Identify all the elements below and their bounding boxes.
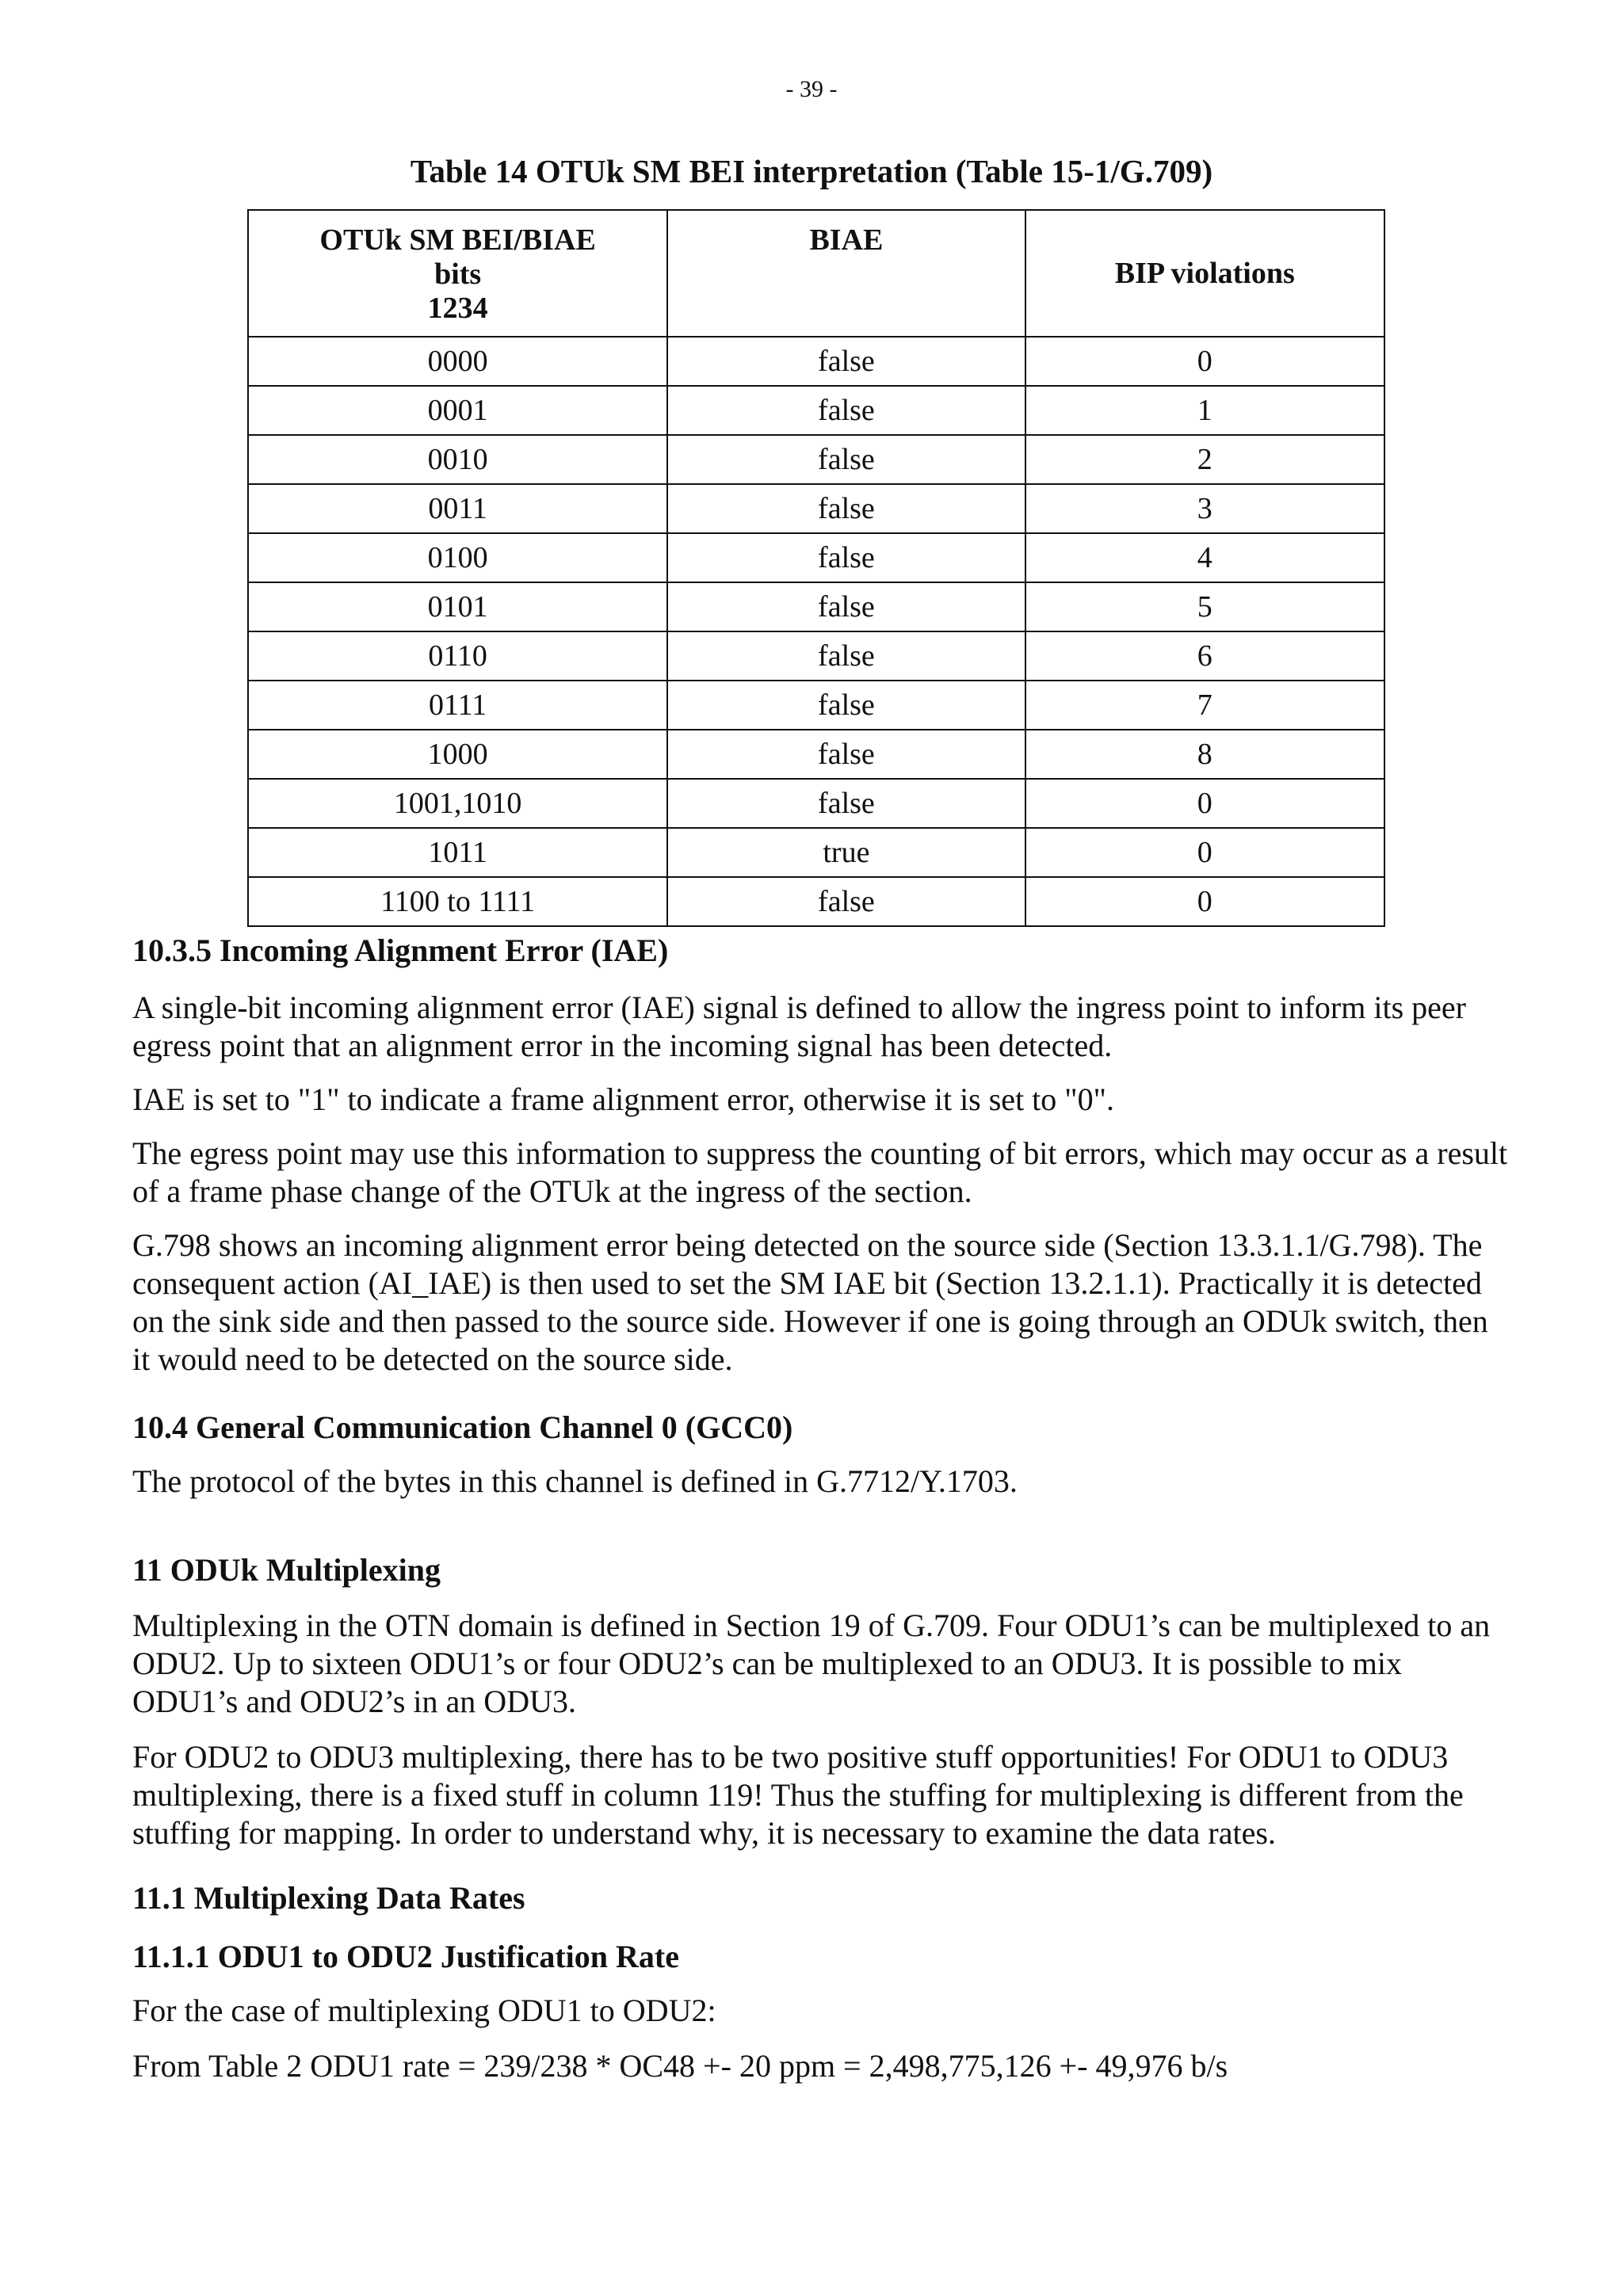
cell-bits: 0101 (248, 582, 667, 631)
paragraph: For ODU2 to ODU3 multiplexing, there has to be two positive stuff opportunities! For ODU1 to ODU3 multiplexing, there is a fixed stuff in column 119! Thus the stuffing for multiplexing is different from the stuffing for mapping. In order to understand why, it is necessary to examine the data rates. (132, 1739, 1464, 1851)
cell-bip: 8 (1025, 730, 1384, 779)
page-number: - 39 - (785, 76, 838, 102)
cell-bip: 0 (1025, 828, 1384, 877)
header-biae: BIAE (667, 210, 1025, 337)
table-row (248, 681, 1384, 730)
paragraph: The egress point may use this information to suppress the counting of bit errors, which may occur as a result of a frame phase change of the OTUk at the ingress of the section. (132, 1135, 1508, 1209)
cell-bip: 4 (1025, 533, 1384, 582)
cell-biae: false (667, 877, 1025, 926)
cell-bip: 3 (1025, 484, 1384, 533)
bei-interpretation-table (247, 209, 1385, 927)
cell-bip: 5 (1025, 582, 1384, 631)
table-row (248, 631, 1384, 681)
paragraph: The protocol of the bytes in this channel is defined in G.7712/Y.1703. (132, 1463, 1018, 1499)
header-bip-violations: BIP violations (1025, 210, 1384, 337)
table-caption: Table 14 OTUk SM BEI interpretation (Table 15-1/G.709) (410, 153, 1213, 189)
cell-bits: 1000 (248, 730, 667, 779)
cell-bits: 0110 (248, 631, 667, 681)
cell-biae: false (667, 681, 1025, 730)
heading-11-1-1: 11.1.1 ODU1 to ODU2 Justification Rate (132, 1939, 679, 1974)
cell-biae: false (667, 779, 1025, 828)
cell-bits: 0111 (248, 681, 667, 730)
table-row (248, 877, 1384, 926)
cell-biae: false (667, 484, 1025, 533)
cell-bip: 0 (1025, 877, 1384, 926)
cell-biae: false (667, 631, 1025, 681)
heading-11-1: 11.1 Multiplexing Data Rates (132, 1880, 525, 1916)
cell-bits: 0010 (248, 435, 667, 484)
table-row (248, 435, 1384, 484)
cell-biae: true (667, 828, 1025, 877)
document-body (132, 932, 1511, 2085)
paragraph: From Table 2 ODU1 rate = 239/238 * OC48 +- 20 ppm = 2,498,775,126 +- 49,976 b/s (132, 2048, 1228, 2084)
cell-bits: 0100 (248, 533, 667, 582)
paragraph: Multiplexing in the OTN domain is defined in Section 19 of G.709. Four ODU1’s can be multiplexed to an ODU2. Up to sixteen ODU1’s or four ODU2’s can be multiplexed to an ODU3. It is possible to mix ODU1’s and ODU2’s in an ODU3. (132, 1608, 1491, 1719)
table-header-row (248, 210, 1384, 337)
cell-biae: false (667, 386, 1025, 435)
paragraph: G.798 shows an incoming alignment error being detected on the source side (Section 13.3.1.1/G.798). The consequent action (AI_IAE) is then used to set the SM IAE bit (Section 13.2.1.1). Practically it is detected on the sink side and then passed to the source side. However if one is going through an ODUk switch, then it would need to be detected on the source side. (132, 1227, 1488, 1377)
cell-biae: false (667, 582, 1025, 631)
cell-bip: 7 (1025, 681, 1384, 730)
paragraph: A single-bit incoming alignment error (IAE) signal is defined to allow the ingress point to inform its peer egress point that an alignment error in the incoming signal has been detected. (132, 990, 1466, 1063)
heading-11: 11 ODUk Multiplexing (132, 1552, 441, 1588)
table-row (248, 582, 1384, 631)
cell-bip: 2 (1025, 435, 1384, 484)
table-row (248, 386, 1384, 435)
cell-bits: 0001 (248, 386, 667, 435)
table-row (248, 828, 1384, 877)
cell-bits: 1100 to 1111 (248, 877, 667, 926)
header-bits (248, 210, 667, 337)
header-bits-line1: OTUk SM BEI/BIAE (319, 223, 596, 257)
cell-bip: 6 (1025, 631, 1384, 681)
table-row (248, 484, 1384, 533)
header-bits-line3: 1234 (427, 292, 488, 325)
cell-bits: 1011 (248, 828, 667, 877)
paragraph: IAE is set to "1" to indicate a frame alignment error, otherwise it is set to "0". (132, 1081, 1114, 1117)
cell-bip: 0 (1025, 779, 1384, 828)
table-row (248, 779, 1384, 828)
heading-10-3-5: 10.3.5 Incoming Alignment Error (IAE) (132, 933, 669, 968)
header-bits-line2: bits (434, 257, 482, 291)
cell-biae: false (667, 533, 1025, 582)
cell-bip: 0 (1025, 337, 1384, 386)
cell-bits: 0000 (248, 337, 667, 386)
cell-biae: false (667, 730, 1025, 779)
cell-biae: false (667, 337, 1025, 386)
cell-bits: 0011 (248, 484, 667, 533)
paragraph: For the case of multiplexing ODU1 to ODU2: (132, 1993, 716, 2028)
cell-biae: false (667, 435, 1025, 484)
heading-10-4: 10.4 General Communication Channel 0 (GCC0) (132, 1409, 793, 1445)
table-row (248, 533, 1384, 582)
cell-bits: 1001,1010 (248, 779, 667, 828)
table-row (248, 730, 1384, 779)
cell-bip: 1 (1025, 386, 1384, 435)
table-row (248, 337, 1384, 386)
